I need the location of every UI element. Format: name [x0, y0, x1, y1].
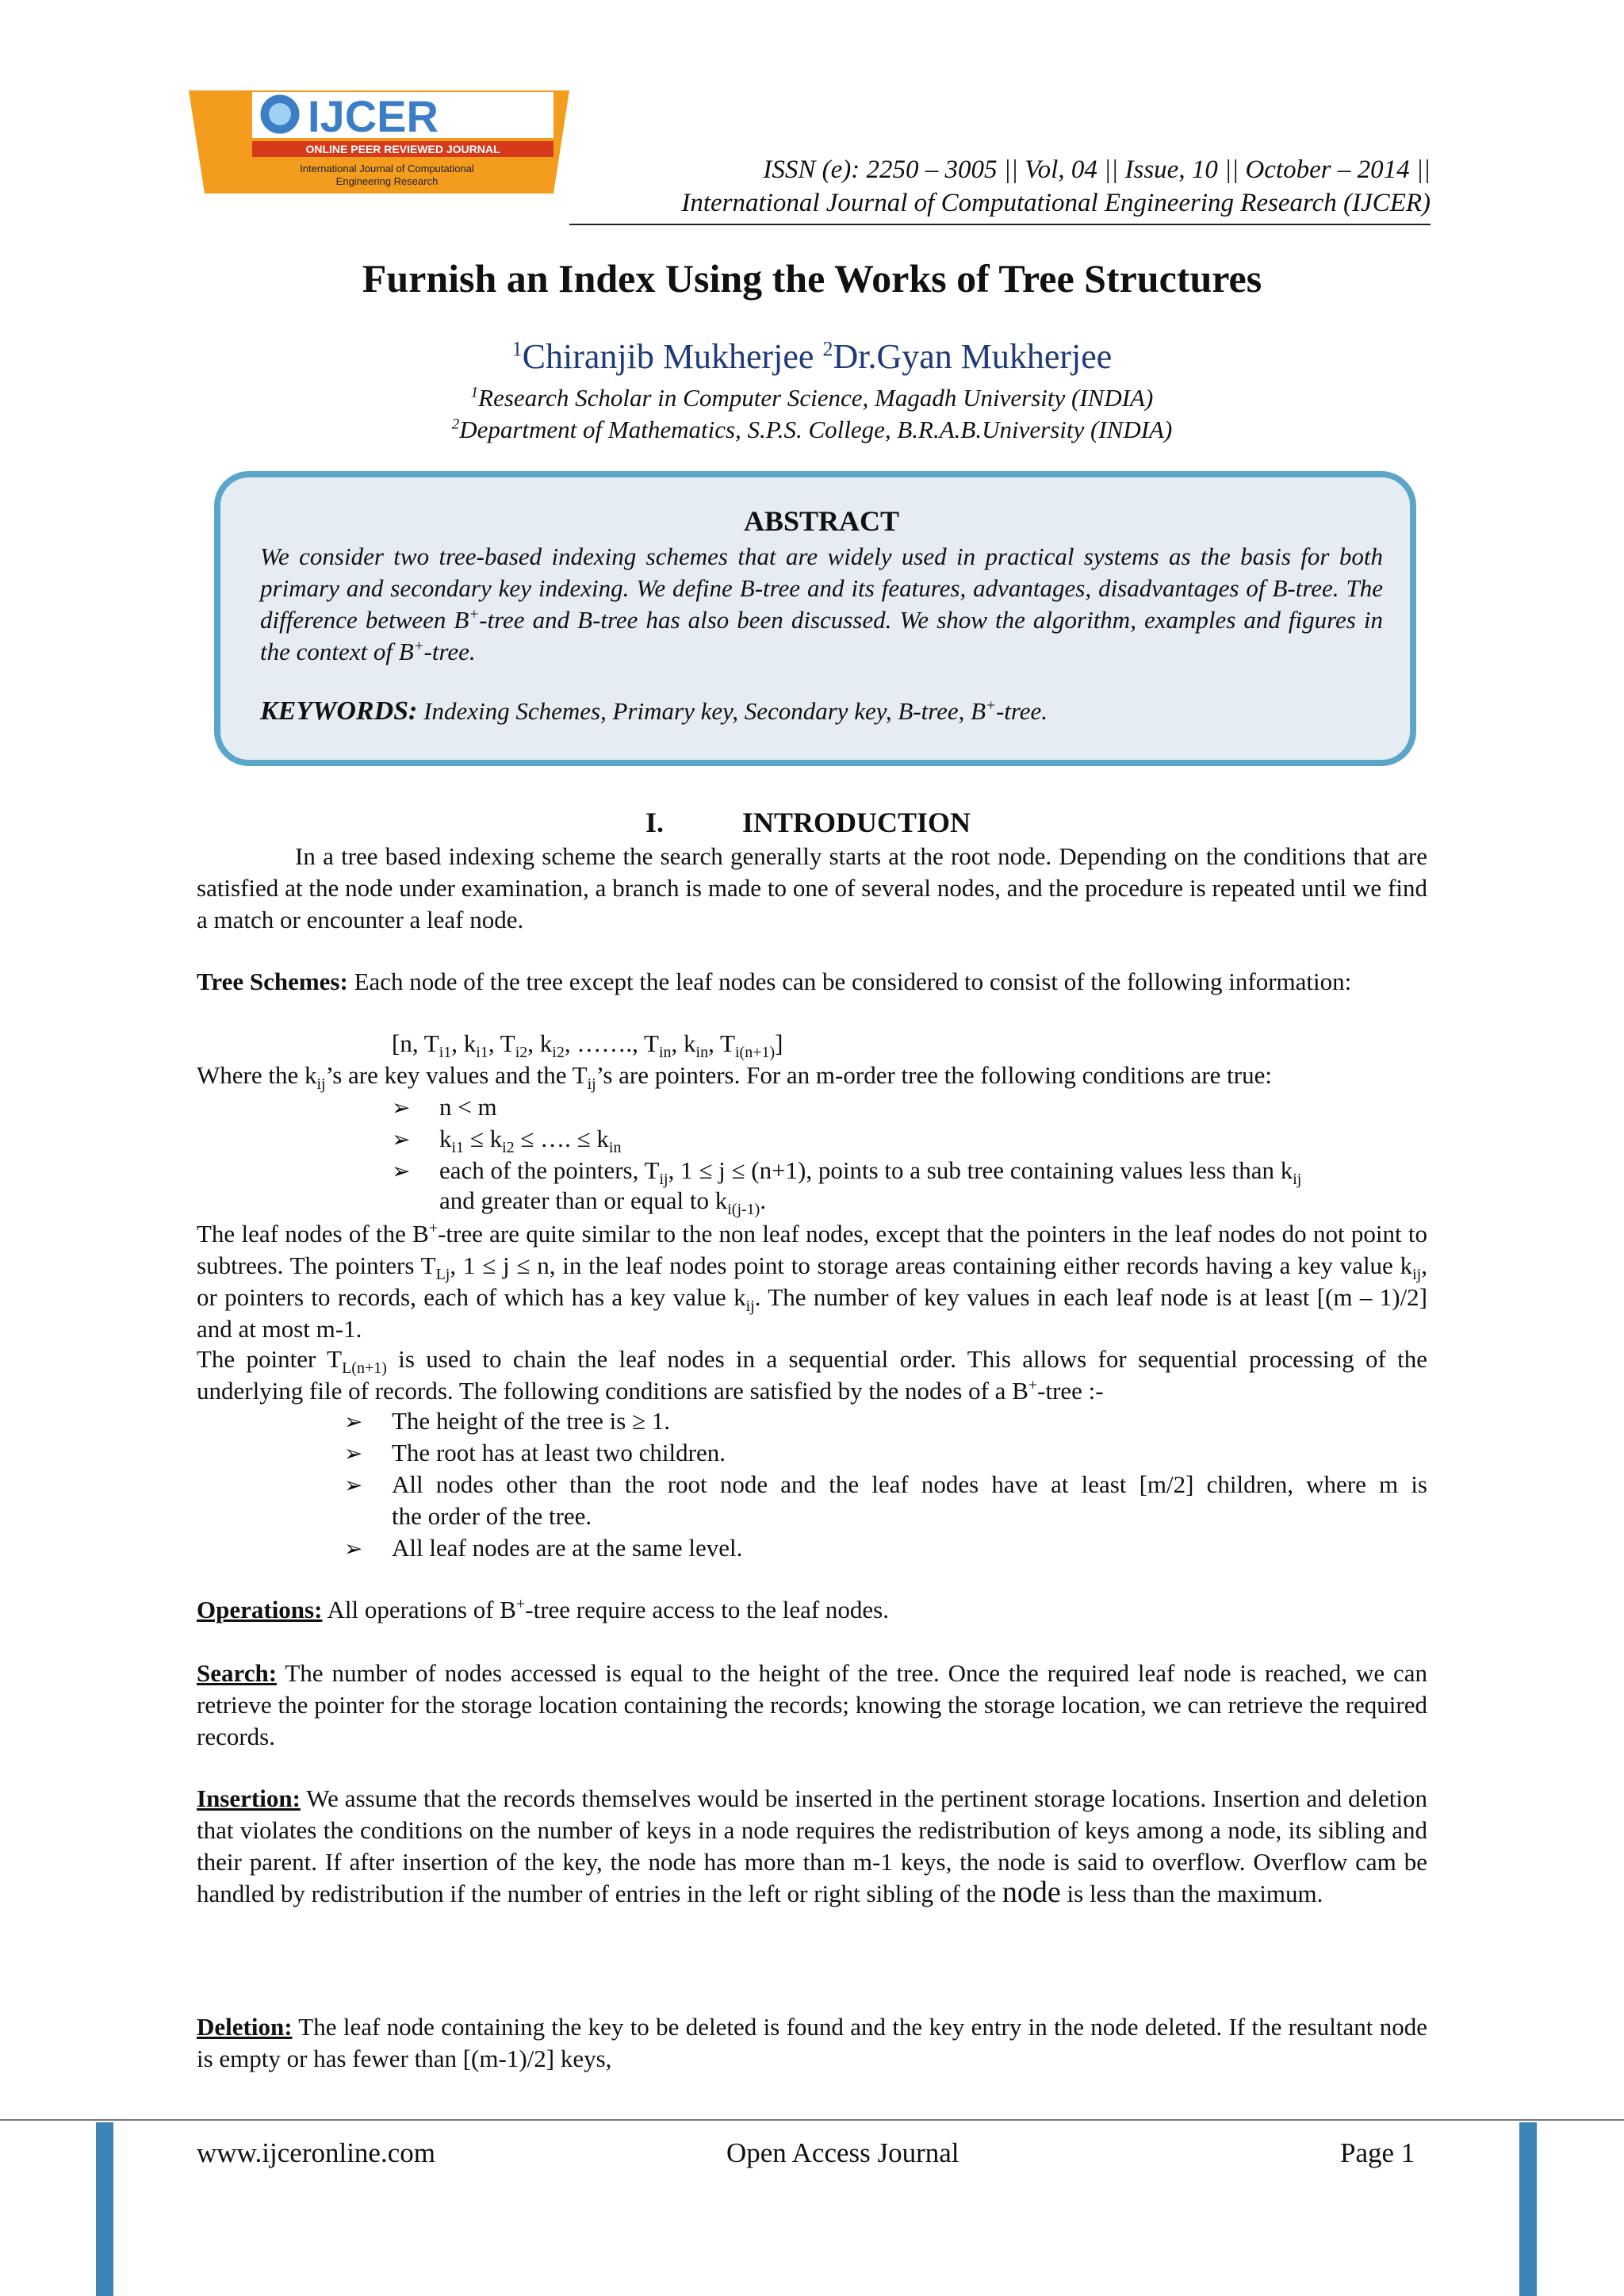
arrow-bullet-icon: ➢ [392, 1158, 411, 1184]
condition-2: ➢ $k_{i1} \le k_{i2}$ ≤ …. ≤ $k_{in}$ [392, 1125, 622, 1157]
author-1: Chiranjib Mukherjee [522, 337, 823, 376]
logo-subtitle-1: International Journal of Computational [300, 163, 474, 174]
intro-paragraph: In a tree based indexing scheme the search generally starts at the root node. Depending on the conditions that are satisfied at the node under examination, a branch is made to one of several nodes, and the procedure is repeated until we find a match or encounter a leaf node. [197, 842, 1427, 933]
footer-bar-right [1519, 2122, 1537, 2296]
arrow-bullet-icon: ➢ [392, 1126, 411, 1152]
arrow-bullet-icon: ➢ [344, 1472, 363, 1498]
insertion-label: Insertion: [197, 1784, 301, 1812]
property-4: ➢ All leaf nodes are at the same level. [344, 1534, 743, 1562]
node-formula: [n, $T_{i1}$, $k_{i1}$, $T_{i2}$, $k_{i2}$, ……., $T_{in}$, $k_{in}$, $T_{i(n+1)}$] [392, 1029, 783, 1062]
author-2: Dr.Gyan Mukherjee [833, 337, 1113, 376]
arrow-bullet-icon: ➢ [392, 1094, 411, 1121]
arrow-bullet-icon: ➢ [344, 1440, 363, 1466]
section-heading: INTRODUCTION [742, 807, 971, 838]
arrow-bullet-icon: ➢ [344, 1535, 363, 1562]
footer-website-link[interactable]: www.ijceronline.com [197, 2137, 435, 2168]
tree-schemes-paragraph: Tree Schemes: Each node of the tree except the leaf nodes can be considered to consist of the following information: [197, 968, 1352, 995]
deletion-paragraph: Deletion: The leaf node containing the key to be deleted is found and the key entry in the node deleted. If the resultant node is empty or has fewer than [(m-1)/2] keys, [197, 2013, 1427, 2072]
tree-schemes-label: Tree Schemes: [197, 968, 348, 995]
condition-3: ➢ each of the pointers, $T_{ij}$, 1 ≤ j ≤ (n+1), points to a sub tree containing values less than $k_{ij}$ [392, 1156, 1302, 1189]
abstract-heading: ABSTRACT [743, 505, 900, 537]
section-number: I. [645, 807, 665, 838]
logo-subtitle-2: Engineering Research [335, 175, 439, 187]
keywords-label: KEYWORDS: [260, 696, 418, 726]
property-3: ➢ All nodes other than the root node and the leaf nodes have at least [m/2] children, where m is [344, 1470, 1427, 1498]
journal-logo [181, 82, 577, 201]
property-3-continued: the order of the tree. [392, 1502, 592, 1530]
property-1: ➢ The height of the tree is ≥ 1. [344, 1407, 671, 1435]
where-line: Where the $k_{ij}’s$ are key values and the $T_{ij}’s$ are pointers. For an m-order tree the following conditions are true: [197, 1061, 1272, 1094]
operations-label: Operations: [197, 1596, 323, 1623]
header-rule [569, 224, 1431, 225]
abstract-box [214, 471, 1416, 766]
logo-tagline: ONLINE PEER REVIEWED JOURNAL [305, 143, 500, 155]
deletion-label: Deletion: [197, 2013, 293, 2041]
search-label: Search: [197, 1659, 278, 1687]
authors: $^1$Chiranjib Mukherjee $^2$Dr.Gyan Mukherjee [511, 337, 1113, 376]
abstract-text: We consider two tree-based indexing schemes that are widely used in practical systems as the basis for both primary and secondary key indexing. We define B-tree and its features, advantages, disadvantages of B-tree. The difference between B+-tree and B-tree has also been discussed. We show the algorithm, examples and figures in the context of B+-tree. [260, 542, 1384, 665]
footer-rule [0, 2119, 1624, 2121]
footer-open-access: Open Access Journal [726, 2137, 959, 2168]
condition-1: ➢ n < m [392, 1093, 497, 1121]
condition-3-continued: and greater than or equal to $k_{i(j-1)}$. [439, 1186, 767, 1219]
affiliation-1: $^1$Research Scholar in Computer Science, Magadh University (INDIA) [470, 384, 1154, 412]
footer-page-number: Page 1 [1340, 2137, 1415, 2168]
operations-paragraph: Operations: All operations of B+-tree require access to the leaf nodes. [197, 1595, 889, 1623]
paper-title: Furnish an Index Using the Works of Tree Structures [362, 256, 1262, 301]
affiliation-2: $^2$Department of Mathematics, S.P.S. College, B.R.A.B.University (INDIA) [451, 416, 1173, 443]
leaf-nodes-paragraph: The leaf nodes of the B+-tree are quite similar to the non leaf nodes, except that the pointers in the leaf nodes do not point to subtrees. The pointers $T_{Lj}$, 1 ≤ j ≤ n, in the leaf nodes point to storage areas containing either records having a key value $k_{ij}$, or pointers to records, each of which has a key value $k_{ij}$. The number of key values in each leaf node is at least [(m – 1)/2] and at most m-1. [197, 1219, 1427, 1343]
pointer-paragraph: The pointer $T_{L(n+1)}$ is used to chain the leaf nodes in a sequential order. This allows for sequential processing of the underlying file of records. The following conditions are satisfied by the nodes of a B+-tree :- [197, 1345, 1427, 1405]
logo-name: IJCER [308, 91, 439, 141]
keywords: KEYWORDS: Indexing Schemes, Primary key, Secondary key, B-tree, B+-tree. [260, 696, 1048, 726]
insertion-paragraph: Insertion: We assume that the records themselves would be inserted in the pertinent storage locations. Insertion and deletion that violates the conditions on the number of keys in a node requires the redistribution of keys among a node, its sibling and their parent. If after insertion of the key, the node has more than m-1 keys, the node is said to overflow. Overflow cam be handled by redistribution if the number of entries in the left or right sibling of the node is less than the maximum. [197, 1784, 1427, 1909]
header-issn: ISSN (e): 2250 – 3005 || Vol, 04 || Issue, 10 || October – 2014 || [763, 155, 1431, 184]
property-2: ➢ The root has at least two children. [344, 1439, 726, 1466]
footer-bar-left [96, 2122, 113, 2296]
arrow-bullet-icon: ➢ [344, 1409, 363, 1435]
header-journal: International Journal of Computational Engineering Research (IJCER) [681, 189, 1431, 217]
search-paragraph: Search: The number of nodes accessed is equal to the height of the tree. Once the required leaf node is reached, we can retrieve the pointer for the storage location containing the records; knowing the storage location, we can retrieve the required records. [197, 1659, 1427, 1750]
